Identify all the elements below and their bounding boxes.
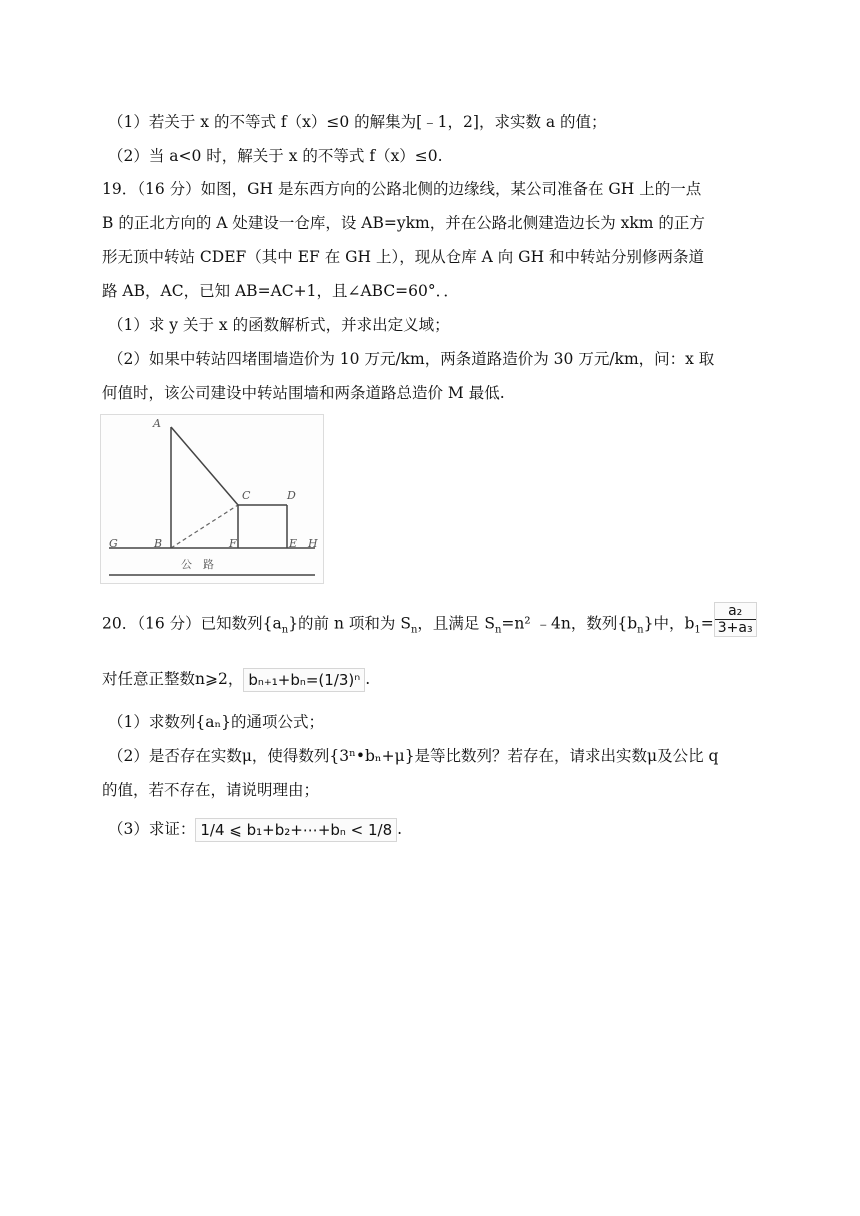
label-c: C [242,489,251,502]
q20-part2-line2: 的值，若不存在，请说明理由； [102,781,320,799]
segment-ac [171,427,238,505]
q19-line1: 19．（16 分）如图，GH 是东西方向的公路北侧的边缘线，某公司准备在 GH 上的一点 [102,180,702,198]
label-b: B [154,537,163,550]
q19-line3: 形无顶中转站 CDEF（其中 EF 在 GH 上），现从仓库 A 向 GH 和中转站分别修两条道 [102,248,705,266]
q19-line2: B 的正北方向的 A 处建设一仓库，设 AB=ykm，并在公路北侧建造边长为 xkm 的正方 [102,214,705,232]
label-h: H [308,537,318,550]
q20-part3: （3）求证： 1/4 ⩽ b₁+b₂+⋯+bₙ < 1/8 . [108,818,402,842]
label-f: F [229,537,237,550]
q19-line4: 路 AB，AC，已知 AB=AC+1，且∠ABC=60°．． [102,282,459,300]
q19-part2-line2: 何值时，该公司建设中转站围墙和两条道路总造价 M 最低. [102,384,505,402]
q20-part1: （1）求数列{aₙ}的通项公式； [108,713,325,731]
q18-part1: （1）若关于 x 的不等式 f（x）≤0 的解集为[﹣1，2]，求实数 a 的值； [108,113,607,131]
q20-line1: 20．（16 分）已知数列$\{a_n\}$的前 n 项和为 $S_n$，且满足 $S_n=n^2$ ﹣4n，数列$\{b_n\}$中，$b_1=$ $\frac{\text{a₂}}{\text{3+a₃}}$ [102,612,757,641]
inequality-formula: 1/4 ⩽ b₁+b₂+⋯+bₙ < 1/8 [195,818,397,842]
q19-part1: （1）求 y 关于 x 的函数解析式，并求出定义域； [108,316,450,334]
q20-part2-line1: （2）是否存在实数μ，使得数列{3ⁿ•bₙ+μ}是等比数列？若存在，请求出实数μ及公比 q [108,747,719,765]
label-e: E [289,537,298,550]
geometry-diagram [101,415,323,583]
segment-bc-dashed [171,505,238,548]
recurrence-formula: bₙ₊₁+bₙ=(1/3)ⁿ [243,668,365,692]
label-g: G [109,537,118,550]
geometry-figure [100,414,324,584]
q18-part2: （2）当 a<0 时，解关于 x 的不等式 f（x）≤0. [108,147,443,165]
label-a: A [153,417,161,430]
q19-part2-line1: （2）如果中转站四堵围墙造价为 10 万元/km，两条道路造价为 30 万元/km，问：x 取 [108,350,715,368]
road-label: 公 路 [181,558,214,571]
b1-fraction: $\frac{\text{a₂}}{\text{3+a₃}}$ [714,602,757,637]
q20-line2: 对任意正整数n⩾2， bₙ₊₁+bₙ=(1/3)ⁿ . [102,668,370,692]
label-d: D [287,489,296,502]
